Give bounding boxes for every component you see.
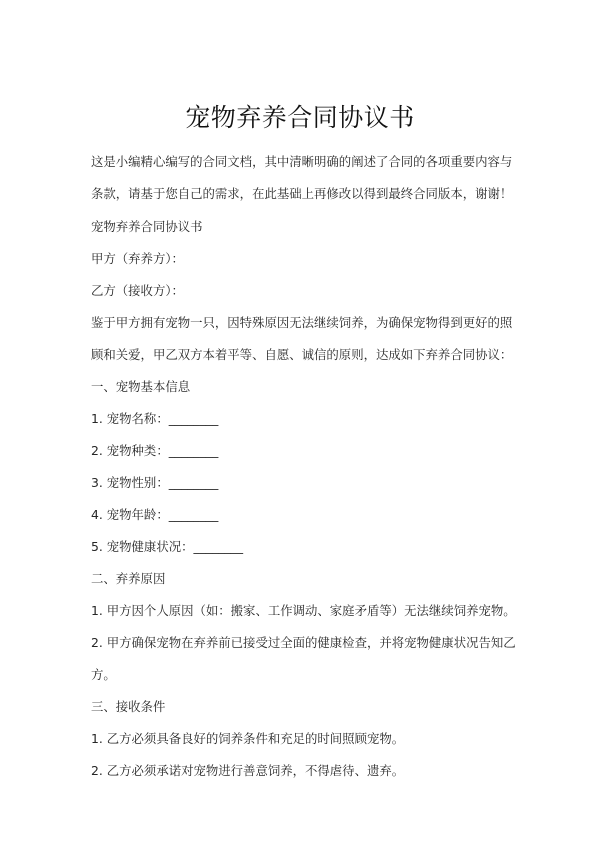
party-a-label: 甲方（弃养方）：	[91, 251, 184, 266]
pet-gender-field: 3. 宠物性别：________	[91, 475, 219, 490]
pet-species-field: 2. 宠物种类：________	[91, 443, 219, 458]
subtitle: 宠物弃养合同协议书	[91, 219, 203, 234]
condition-item-2: 2. 乙方必须承诺对宠物进行善意饲养，不得虐待、遗弃。	[91, 763, 405, 778]
pet-health-field: 5. 宠物健康状况：________	[91, 539, 244, 554]
section-heading-reason: 二、弃养原因	[91, 571, 166, 586]
party-b-label: 乙方（接收方）：	[91, 283, 184, 298]
condition-item-1: 1. 乙方必须具备良好的饲养条件和充足的时间照顾宠物。	[91, 731, 405, 746]
pet-age-field: 4. 宠物年龄：________	[91, 507, 219, 522]
pet-name-field: 1. 宠物名称：________	[91, 411, 219, 426]
intro-line-2: 条款，请基于您自己的需求，在此基础上再修改以得到最终合同版本，谢谢！	[91, 186, 513, 201]
preamble-line-1: 鉴于甲方拥有宠物一只，因特殊原因无法继续饲养，为确保宠物得到更好的照	[91, 315, 513, 330]
section-heading-pet-info: 一、宠物基本信息	[91, 379, 191, 394]
preamble-line-2: 顾和关爱，甲乙双方本着平等、自愿、诚信的原则，达成如下弃养合同协议：	[91, 347, 513, 362]
reason-item-1: 1. 甲方因个人原因（如：搬家、工作调动、家庭矛盾等）无法继续饲养宠物。	[91, 603, 516, 618]
document-title: 宠物弃养合同协议书	[185, 103, 415, 132]
intro-line-1: 这是小编精心编写的合同文档，其中清晰明确的阐述了合同的各项重要内容与	[91, 154, 513, 169]
section-heading-conditions: 三、接收条件	[91, 699, 166, 714]
reason-item-2: 2. 甲方确保宠物在弃养前已接受过全面的健康检查，并将宠物健康状况告知乙	[91, 635, 516, 650]
reason-item-2-cont: 方。	[91, 667, 116, 682]
